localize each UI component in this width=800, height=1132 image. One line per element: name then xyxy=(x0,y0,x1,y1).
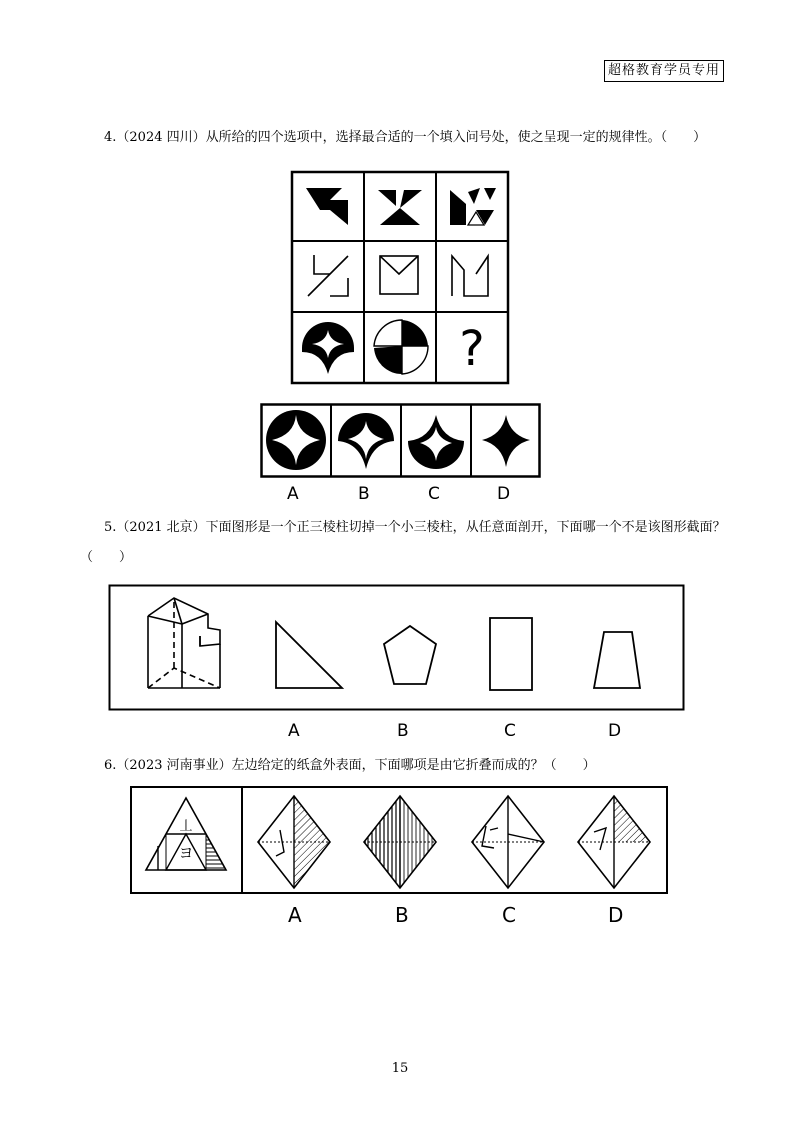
q6-glyph-top: 丄 xyxy=(179,819,193,834)
q6-label-d: D xyxy=(608,903,624,927)
q6-figure xyxy=(130,786,668,896)
q4-cell-3-2 xyxy=(374,320,428,374)
question-number: 5. xyxy=(104,520,117,535)
q4-cell-1-2 xyxy=(378,190,422,225)
q5-figure xyxy=(108,584,686,712)
q4-label-c: C xyxy=(428,484,440,504)
question-5-blank: （ ） xyxy=(80,550,133,565)
q5-label-a: A xyxy=(288,721,300,741)
question-5 xyxy=(104,518,726,538)
q4-option-c xyxy=(408,415,464,469)
question-text: （2021 北京）下面图形是一个正三棱柱切掉一个小三棱柱，从任意面剖开，下面哪一个不是该图形截面？ xyxy=(116,520,726,535)
q4-cell-3-1 xyxy=(302,322,354,374)
q6-option-d xyxy=(578,796,650,888)
q4-label-b: B xyxy=(358,484,370,504)
q6-glyph-mid: ヨ xyxy=(178,844,194,862)
question-number: 6. xyxy=(104,758,117,773)
q5-option-d xyxy=(594,632,640,688)
q4-options-figure xyxy=(260,403,542,479)
q4-cell-2-3 xyxy=(452,256,488,296)
q6-option-b xyxy=(364,796,436,888)
question-6 xyxy=(104,756,596,776)
q4-cell-2-2 xyxy=(380,256,418,294)
q5-prism xyxy=(148,598,220,688)
question-4 xyxy=(104,128,706,148)
q4-grid-figure xyxy=(290,170,510,386)
q4-label-d: D xyxy=(497,484,511,504)
q4-question-mark: ? xyxy=(459,321,485,377)
q4-option-d xyxy=(482,415,530,467)
q4-cell-1-3 xyxy=(450,188,496,225)
q5-option-a xyxy=(276,622,342,688)
header-badge: 超格教育学员专用 xyxy=(604,60,724,82)
q4-cell-1-1 xyxy=(306,188,348,225)
question-number: 4. xyxy=(104,130,117,145)
q5-option-c xyxy=(490,618,532,690)
q6-label-a: A xyxy=(288,903,302,927)
q6-option-c xyxy=(472,796,544,888)
q4-cell-2-1 xyxy=(308,255,348,296)
q5-label-b: B xyxy=(397,721,409,741)
q5-label-d: D xyxy=(608,721,622,741)
q4-option-a xyxy=(266,410,326,470)
question-text: （2024 四川）从所给的四个选项中，选择最合适的一个填入问号处，使之呈现一定的规律性。（ ） xyxy=(116,130,707,145)
q4-option-b xyxy=(338,413,394,469)
q4-label-a: A xyxy=(287,484,299,504)
q6-net xyxy=(146,798,226,870)
question-text: （2023 河南事业）左边给定的纸盒外表面，下面哪项是由它折叠而成的？（ ） xyxy=(116,758,596,773)
page-number: 15 xyxy=(391,1061,409,1076)
q5-label-c: C xyxy=(504,721,516,741)
q6-label-c: C xyxy=(502,903,516,927)
q6-label-b: B xyxy=(395,903,409,927)
q6-option-a xyxy=(258,796,330,888)
q5-option-b xyxy=(384,626,436,684)
